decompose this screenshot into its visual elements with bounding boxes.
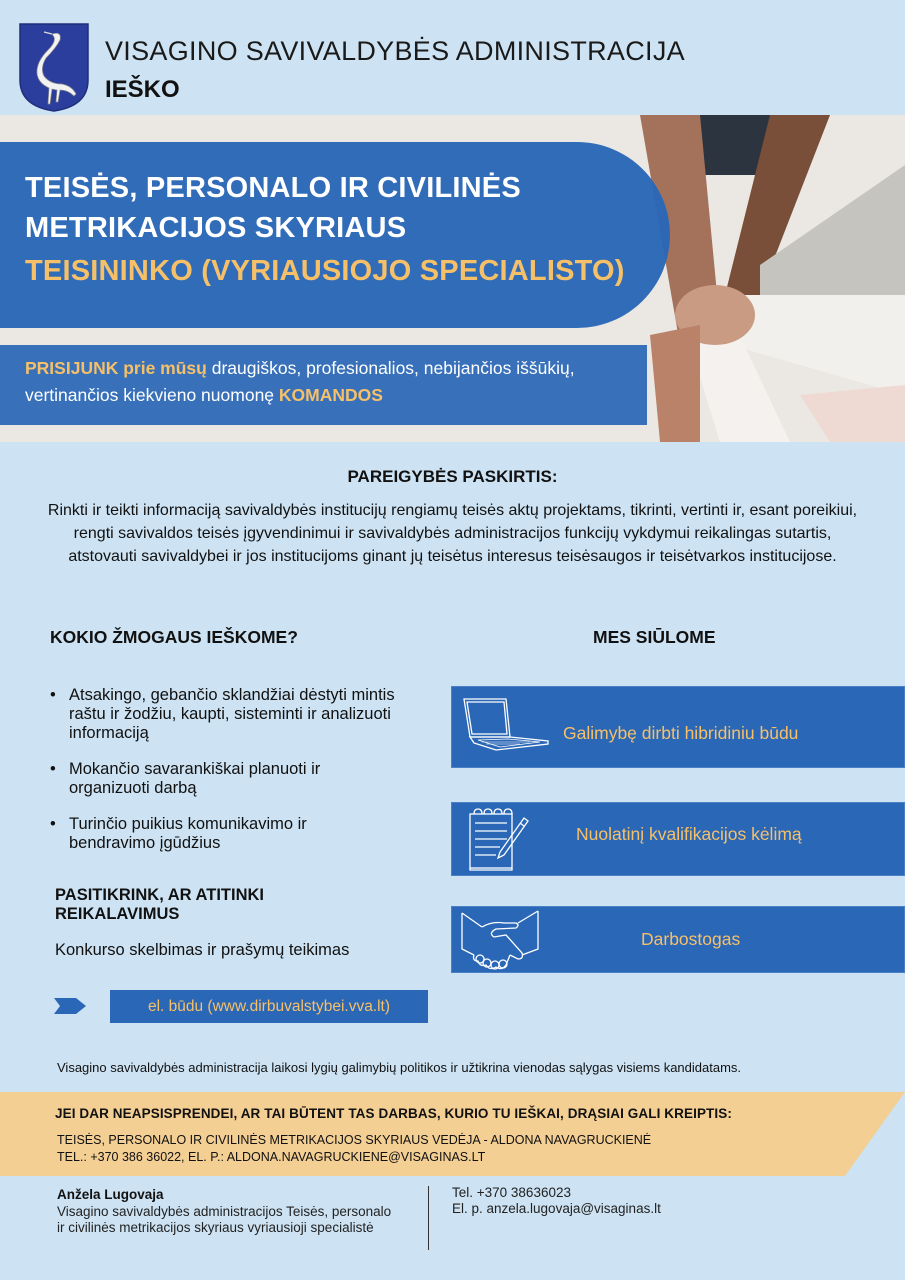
crane-coat-of-arms-icon — [18, 22, 90, 112]
footer-contact-name: Anžela Lugovaja — [57, 1187, 164, 1202]
offer-label: Darbostogas — [641, 929, 741, 949]
join-team-text — [25, 355, 640, 409]
handshake-icon — [460, 909, 540, 971]
footer-divider — [428, 1186, 429, 1250]
contact-heading: JEI DAR NEAPSISPRENDEI, AR TAI BŪTENT TAS DARBAS, KURIO TU IEŠKAI, DRĄSIAI GALI KREIPTIS: — [55, 1106, 732, 1121]
header-subtitle: IEŠKO — [105, 76, 180, 103]
contact-details[interactable]: TEL.: +370 386 36022, EL. P.: ALDONA.NAVAGRUCKIENE@VISAGINAS.LT — [57, 1150, 486, 1164]
job-title-line-1: TEISĖS, PERSONALO IR CIVILINĖS — [25, 172, 521, 204]
footer-email[interactable]: El. p. anzela.lugovaja@visaginas.lt — [452, 1201, 661, 1216]
duties-heading: PAREIGYBĖS PASKIRTIS: — [347, 467, 558, 486]
join-tail: KOMANDOS — [278, 385, 383, 405]
check-requirements-text: Konkurso skelbimas ir prašymų teikimas — [55, 941, 350, 959]
offer-label: Nuolatinį kvalifikacijos kėlimą — [576, 824, 802, 844]
job-title-line-2: METRIKACIJOS SKYRIAUS — [25, 212, 407, 244]
seeking-list — [50, 686, 395, 870]
footer-phone[interactable]: Tel. +370 38636023 — [452, 1185, 571, 1200]
hero-banner — [0, 115, 905, 442]
offer-card-qualification — [451, 802, 905, 876]
duties-body: Rinkti ir teikti informaciją savivaldybės institucijų rengiamų teisės aktų projektams, tikrinti, vertinti ir, esant poreikiui, rengti savivaldos teisės įgyvendinimui ir savivaldybės administracijos funkcijų vykdymui reikalingas sutartis, atstovauti savivaldybei ir jos institucijoms ginant jų teisėtus interesus teisėsaugos ir teisėtvarkos institucijose. — [47, 502, 858, 565]
offer-card-workation — [451, 906, 905, 973]
seeking-item: • Atsakingo, gebančio sklandžiai dėstyti mintis raštu ir žodžiu, kaupti, sisteminti ir analizuoti informaciją — [50, 686, 395, 743]
footer-contact-role: Visagino savivaldybės administracijos Teisės, personalo ir civilinės metrikacijos skyriaus vyriausioji specialistė — [57, 1204, 392, 1235]
job-title-position: TEISININKO (VYRIAUSIOJO SPECIALISTO) — [25, 255, 625, 287]
contact-person: TEISĖS, PERSONALO IR CIVILINĖS METRIKACIJOS SKYRIAUS VEDĖJA - ALDONA NAVAGRUCKIENĖ — [57, 1133, 652, 1147]
offer-card-hybrid — [451, 686, 905, 768]
apply-link-button[interactable]: el. būdu (www.dirbuvalstybei.vva.lt) — [110, 990, 428, 1023]
chevron-arrow-icon — [54, 998, 86, 1014]
organization-name: VISAGINO SAVIVALDYBĖS ADMINISTRACIJA — [105, 36, 685, 66]
offer-heading: MES SIŪLOME — [593, 627, 716, 647]
join-lead: PRISIJUNK prie mūsų — [25, 358, 207, 378]
join-middle: draugiškos, profesionalios, nebijančios iššūkių, vertinančios kiekvieno nuomonę — [25, 358, 575, 405]
seeking-heading: KOKIO ŽMOGAUS IEŠKOME? — [50, 627, 298, 647]
offer-label: Galimybę dirbti hibridiniu būdu — [563, 723, 799, 743]
check-requirements-heading: PASITIKRINK, AR ATITINKI REIKALAVIMUS — [55, 886, 264, 923]
notepad-pen-icon — [460, 806, 530, 872]
seeking-item: • Mokančio savarankiškai planuoti ir organizuoti darbą — [50, 760, 395, 798]
equality-note: Visagino savivaldybės administracija laikosi lygių galimybių politikos ir užtikrina vienodas sąlygas visiems kandidatams. — [57, 1060, 742, 1075]
seeking-item: • Turinčio puikius komunikavimo ir bendravimo įgūdžius — [50, 815, 395, 853]
laptop-icon — [460, 695, 550, 751]
